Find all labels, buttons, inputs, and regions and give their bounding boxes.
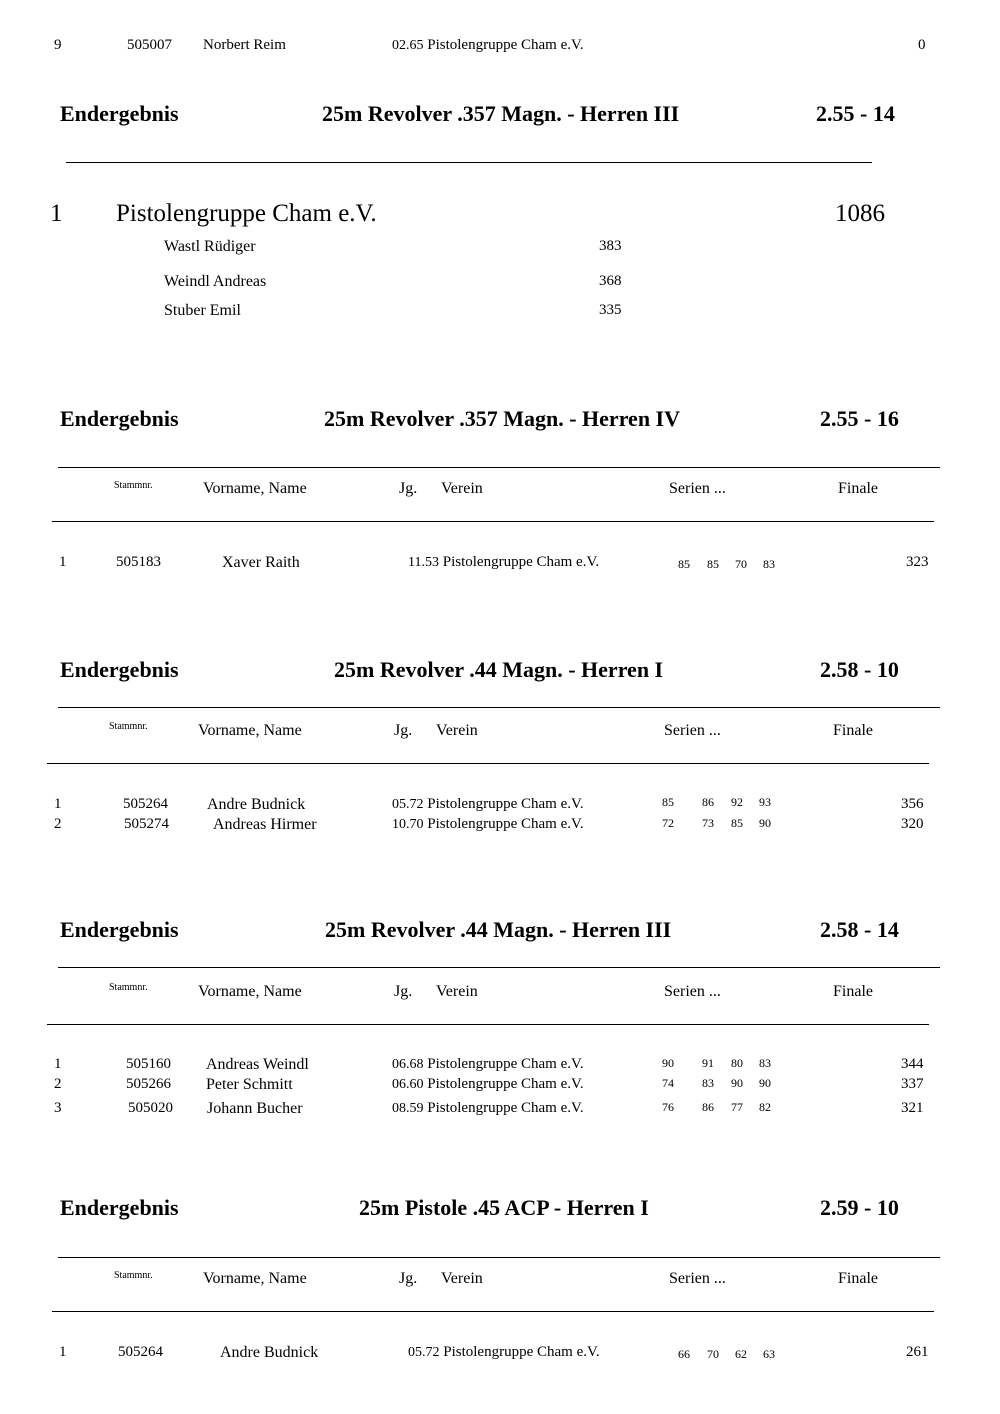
jahrgang: 05.72 [392,797,424,812]
shooter-name: Johann Bucher [207,1100,303,1117]
column-header-finale: Finale [833,722,873,739]
team-total: 1086 [835,200,885,227]
column-header-serien: Serien ... [664,983,721,1000]
jahrgang: 08.59 [392,1101,424,1116]
series-score: 76 [662,1100,674,1114]
stammnr: 505183 [116,554,161,570]
section-heading: Endergebnis [60,1195,179,1220]
final-score: 0 [918,37,926,53]
divider [52,1311,934,1312]
column-header-jg: Jg. [394,983,413,1000]
jahrgang-verein [392,1056,584,1073]
column-header-finale: Finale [833,983,873,1000]
divider [58,967,940,968]
column-header-serien: Serien ... [664,722,721,739]
jahrgang-verein [392,796,584,813]
column-header-serien: Serien ... [669,480,726,497]
jahrgang: 10.70 [392,817,424,832]
team-member-score: 368 [599,273,622,289]
series-score: 90 [759,816,771,830]
discipline-title: 25m Revolver .357 Magn. - Herren IV [324,406,681,431]
jahrgang-verein [392,816,584,833]
column-header-name: Vorname, Name [203,1270,307,1287]
column-header-jg: Jg. [399,480,418,497]
series-score: 74 [662,1076,674,1090]
column-header-name: Vorname, Name [198,722,302,739]
series-score: 72 [662,816,674,830]
series-score: 92 [731,795,743,809]
series-score: 73 [702,816,714,830]
rank: 1 [59,1344,67,1360]
stammnr: 505020 [128,1100,173,1116]
series-score: 85 [678,557,690,571]
final-score: 356 [901,796,924,812]
column-header-jg: Jg. [399,1270,418,1287]
divider [66,162,872,163]
rank: 9 [54,37,62,53]
verein: Pistolengruppe Cham e.V. [427,37,584,53]
divider [47,1024,929,1025]
column-header-stammnr: Stammnr. [114,480,153,491]
series-score: 93 [759,795,771,809]
series-score: 86 [702,795,714,809]
jahrgang-verein [392,37,584,54]
final-score: 344 [901,1056,924,1072]
series-score: 70 [735,557,747,571]
shooter-name: Andreas Weindl [206,1056,309,1073]
team-member-name: Stuber Emil [164,302,241,319]
jahrgang-verein [408,554,599,571]
section-heading: Endergebnis [60,101,179,126]
section-heading: Endergebnis [60,917,179,942]
team-member-score: 335 [599,302,622,318]
rank: 2 [54,816,62,832]
rank: 1 [54,796,62,812]
series-score: 90 [662,1056,674,1070]
series-score: 83 [759,1056,771,1070]
rank: 1 [59,554,67,570]
team-member-name: Wastl Rüdiger [164,238,256,255]
stammnr: 505007 [127,37,172,53]
stammnr: 505266 [126,1076,171,1092]
divider [58,467,940,468]
series-score: 86 [702,1100,714,1114]
shooter-name: Xaver Raith [222,554,300,571]
stammnr: 505160 [126,1056,171,1072]
series-score: 85 [662,795,674,809]
final-score: 261 [906,1344,929,1360]
column-header-name: Vorname, Name [203,480,307,497]
rank: 1 [54,1056,62,1072]
section-heading: Endergebnis [60,406,179,431]
team-name: Pistolengruppe Cham e.V. [116,200,377,227]
jahrgang: 11.53 [408,555,439,570]
verein: Pistolengruppe Cham e.V. [442,554,600,570]
verein: Pistolengruppe Cham e.V. [427,816,584,832]
rank: 3 [54,1100,62,1116]
jahrgang: 06.60 [392,1077,424,1092]
discipline-code: 2.55 - 16 [820,406,899,431]
discipline-code: 2.59 - 10 [820,1195,899,1220]
series-score: 66 [678,1347,690,1361]
section-heading: Endergebnis [60,657,179,682]
jahrgang-verein [392,1076,584,1093]
jahrgang: 06.68 [392,1057,424,1072]
final-score: 337 [901,1076,924,1092]
shooter-name: Andre Budnick [220,1344,319,1361]
shooter-name: Peter Schmitt [206,1076,293,1093]
discipline-title: 25m Pistole .45 ACP - Herren I [359,1195,649,1220]
divider [47,763,929,764]
verein: Pistolengruppe Cham e.V. [443,1344,600,1360]
column-header-stammnr: Stammnr. [109,982,148,993]
divider [52,521,934,522]
series-score: 80 [731,1056,743,1070]
series-score: 83 [702,1076,714,1090]
discipline-title: 25m Revolver .357 Magn. - Herren III [322,101,680,126]
column-header-verein: Verein [441,480,483,497]
column-header-name: Vorname, Name [198,983,302,1000]
stammnr: 505264 [118,1344,163,1360]
column-header-finale: Finale [838,480,878,497]
series-score: 83 [763,557,775,571]
final-score: 321 [901,1100,924,1116]
shooter-name: Andre Budnick [207,796,306,813]
column-header-serien: Serien ... [669,1270,726,1287]
column-header-verein: Verein [441,1270,483,1287]
column-header-stammnr: Stammnr. [114,1270,153,1281]
series-score: 90 [731,1076,743,1090]
series-score: 62 [735,1347,747,1361]
shooter-name: Norbert Reim [203,37,286,53]
team-member-name: Weindl Andreas [164,273,267,290]
divider [58,1257,940,1258]
team-member-score: 383 [599,238,622,254]
final-score: 320 [901,816,924,832]
final-score: 323 [906,554,929,570]
shooter-name: Andreas Hirmer [213,816,317,833]
series-score: 70 [707,1347,719,1361]
discipline-title: 25m Revolver .44 Magn. - Herren I [334,657,664,682]
series-score: 91 [702,1056,714,1070]
team-rank: 1 [50,200,63,227]
verein: Pistolengruppe Cham e.V. [427,1076,584,1092]
stammnr: 505274 [124,816,169,832]
series-score: 85 [707,557,719,571]
jahrgang-verein [392,1100,584,1117]
column-header-finale: Finale [838,1270,878,1287]
series-score: 77 [731,1100,743,1114]
discipline-code: 2.55 - 14 [816,101,895,126]
column-header-verein: Verein [436,722,478,739]
verein: Pistolengruppe Cham e.V. [427,1056,584,1072]
discipline-title: 25m Revolver .44 Magn. - Herren III [325,917,672,942]
verein: Pistolengruppe Cham e.V. [427,1100,584,1116]
discipline-code: 2.58 - 10 [820,657,899,682]
rank: 2 [54,1076,62,1092]
stammnr: 505264 [123,796,168,812]
divider [58,707,940,708]
series-score: 82 [759,1100,771,1114]
jahrgang: 02.65 [392,38,424,53]
jahrgang-verein [408,1344,600,1361]
column-header-stammnr: Stammnr. [109,721,148,732]
column-header-jg: Jg. [394,722,413,739]
series-score: 90 [759,1076,771,1090]
series-score: 85 [731,816,743,830]
series-score: 63 [763,1347,775,1361]
jahrgang: 05.72 [408,1345,440,1360]
discipline-code: 2.58 - 14 [820,917,899,942]
column-header-verein: Verein [436,983,478,1000]
verein: Pistolengruppe Cham e.V. [427,796,584,812]
